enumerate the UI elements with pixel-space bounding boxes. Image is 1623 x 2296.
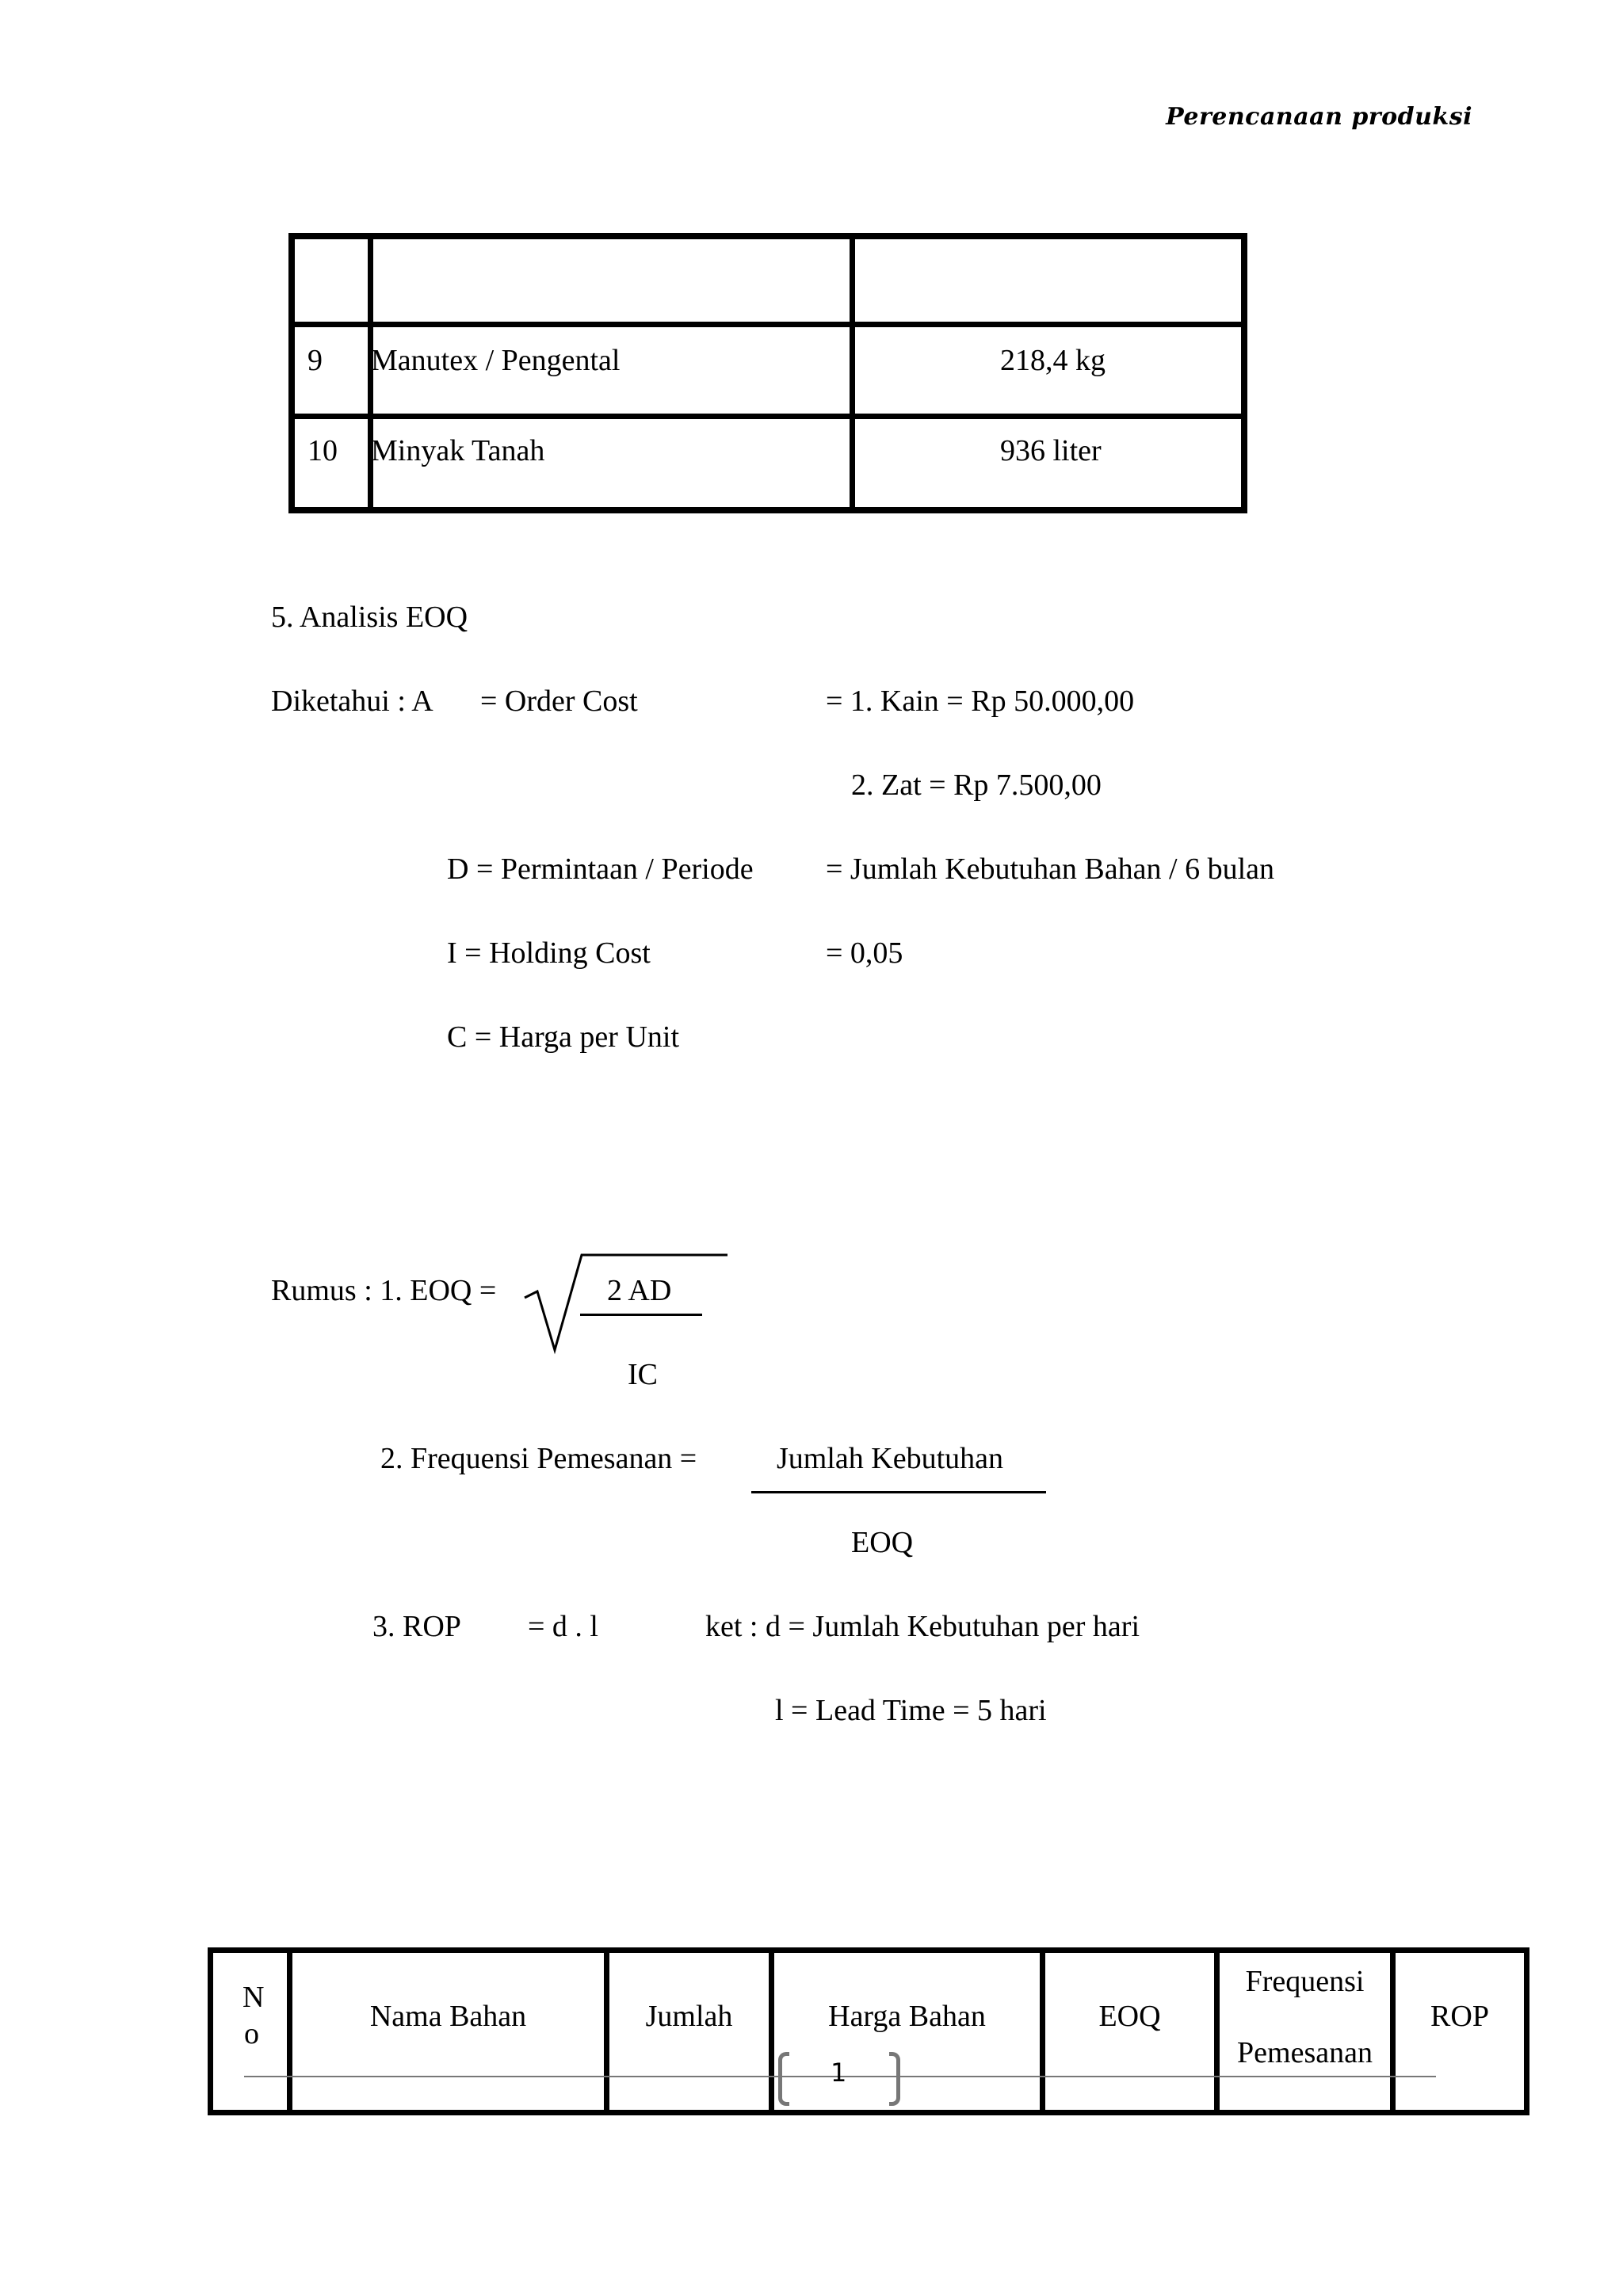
rop-formula: = d . l xyxy=(528,1610,598,1643)
header-eoq: EOQ xyxy=(1098,2000,1161,2033)
header-frequency-line1: Frequensi xyxy=(1245,1965,1365,1998)
rop-note-demand: ket : d = Jumlah Kebutuhan per hari xyxy=(705,1610,1140,1643)
header-material-price: Harga Bahan xyxy=(828,2000,986,2033)
rop-label: 3. ROP xyxy=(372,1610,461,1643)
order-cost-label: = Order Cost xyxy=(480,685,638,718)
row-divider xyxy=(288,322,1247,327)
header-rop: ROP xyxy=(1430,2000,1489,2033)
header-material-name: Nama Bahan xyxy=(369,2000,527,2033)
unit-price-label: C = Harga per Unit xyxy=(447,1020,679,1054)
holding-cost-label: I = Holding Cost xyxy=(447,936,651,970)
running-header: Perencanaan produksi xyxy=(1166,103,1472,131)
column-divider xyxy=(1214,1947,1220,2115)
column-divider xyxy=(850,233,855,513)
row-number: 10 xyxy=(307,434,338,467)
page-number-bracket-right xyxy=(889,2052,900,2106)
row-amount: 218,4 kg xyxy=(1000,344,1106,377)
order-cost-value-kain: = 1. Kain = Rp 50.000,00 xyxy=(826,685,1135,718)
column-divider xyxy=(287,1947,292,2115)
eoq-formula-label: Rumus : 1. EOQ = xyxy=(271,1274,497,1307)
eoq-results-table xyxy=(208,1947,1529,2115)
order-cost-value-zat: 2. Zat = Rp 7.500,00 xyxy=(851,769,1102,802)
row-material-name: Manutex / Pengental xyxy=(371,344,621,377)
square-root-icon xyxy=(523,1252,729,1363)
demand-label: D = Permintaan / Periode xyxy=(447,852,754,886)
row-number: 9 xyxy=(307,344,323,377)
column-divider xyxy=(769,1947,774,2115)
frequency-fraction-bar xyxy=(751,1491,1046,1493)
section-heading: 5. Analisis EOQ xyxy=(271,601,468,634)
demand-value: = Jumlah Kebutuhan Bahan / 6 bulan xyxy=(826,852,1274,886)
frequency-numerator: Jumlah Kebutuhan xyxy=(777,1442,1004,1475)
row-material-name: Minyak Tanah xyxy=(371,434,545,467)
material-table-continued xyxy=(288,233,1247,513)
frequency-formula-label: 2. Frequensi Pemesanan = xyxy=(380,1442,697,1475)
page-number: 1 xyxy=(831,2058,847,2088)
column-divider xyxy=(1390,1947,1396,2115)
header-no-line1: N xyxy=(242,1981,265,2014)
column-divider xyxy=(604,1947,609,2115)
holding-cost-value: = 0,05 xyxy=(826,936,903,970)
rop-note-lead-time: l = Lead Time = 5 hari xyxy=(775,1694,1047,1727)
column-divider xyxy=(1040,1947,1045,2115)
row-amount: 936 liter xyxy=(1000,434,1102,467)
eoq-fraction-bar xyxy=(580,1314,702,1316)
eoq-denominator: IC xyxy=(628,1358,658,1391)
header-no-line2: o xyxy=(244,2017,259,2050)
page-number-bracket-left xyxy=(778,2052,789,2106)
eoq-numerator: 2 AD xyxy=(607,1274,672,1307)
known-label: Diketahui : A xyxy=(271,685,433,718)
row-divider xyxy=(288,414,1247,419)
header-frequency-line2: Pemesanan xyxy=(1237,2036,1373,2069)
header-amount: Jumlah xyxy=(645,2000,733,2033)
frequency-denominator: EOQ xyxy=(851,1526,914,1559)
